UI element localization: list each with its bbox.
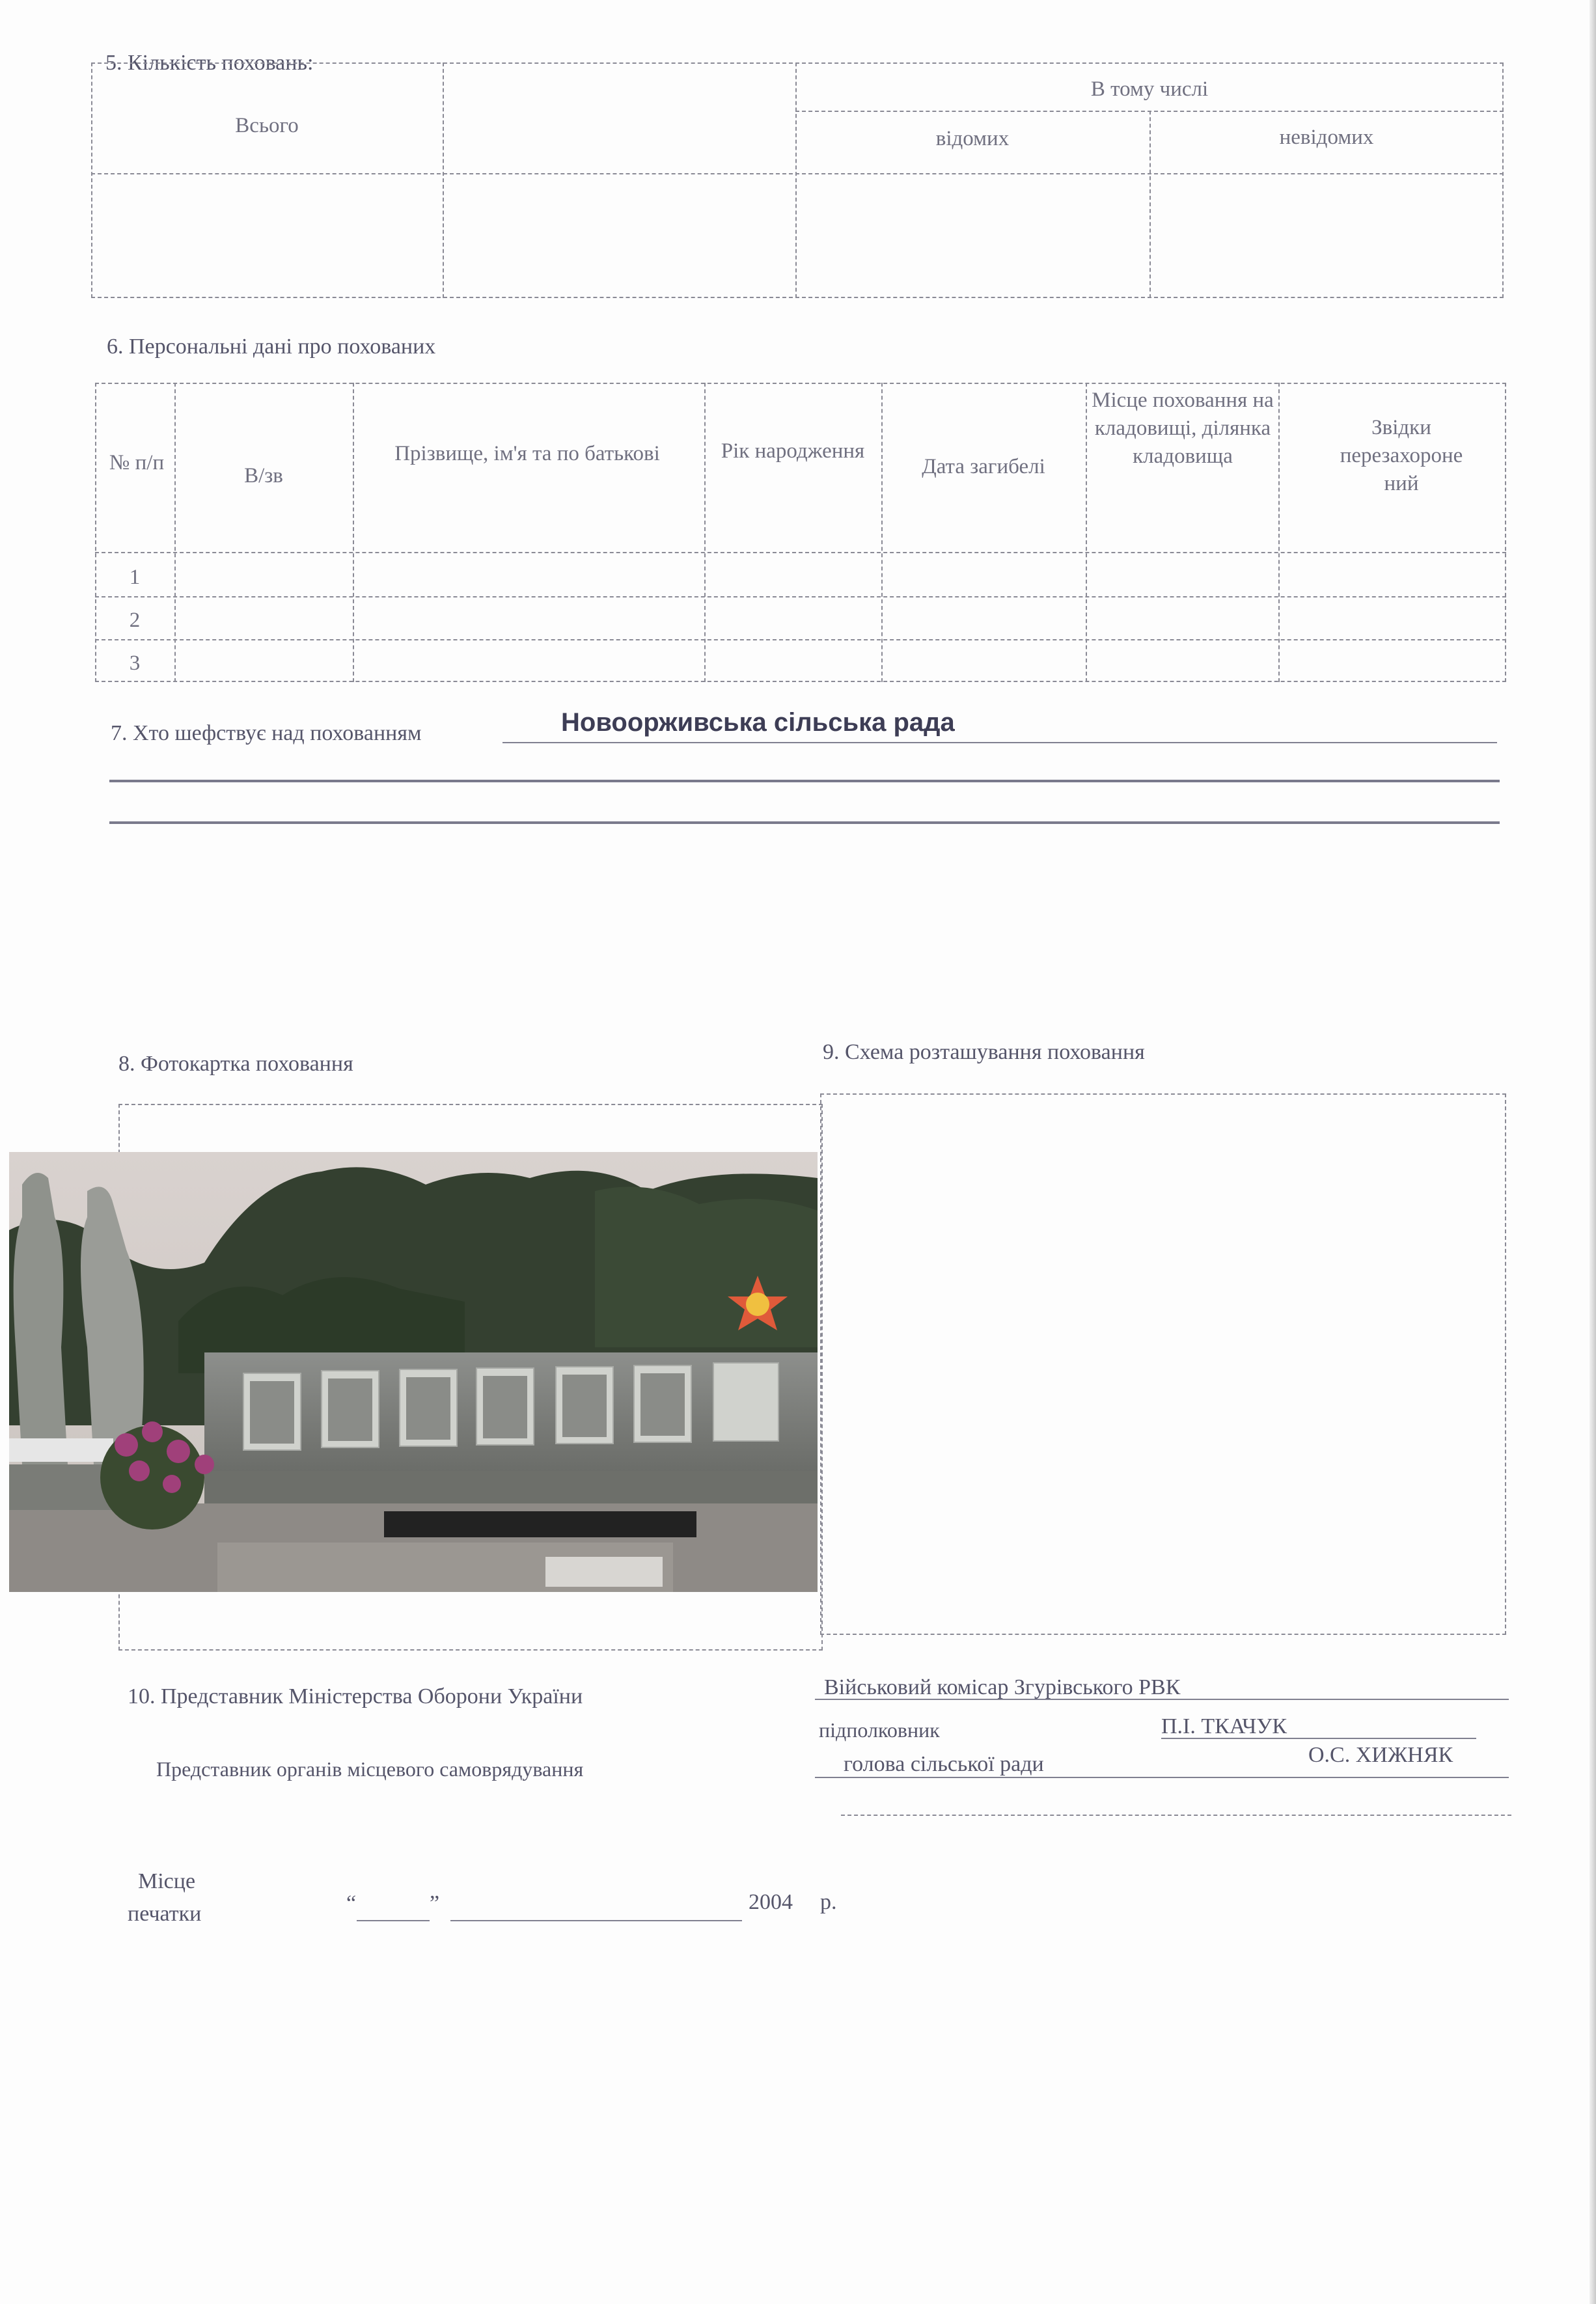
section7-value: Новоорживська сільська рада [561,708,955,737]
section8-title: 8. Фотокартка поховання [118,1052,353,1076]
header-reburied-from: Звідки перезахороне ний [1340,416,1463,495]
section5-table-line [91,173,1504,174]
section9-title: 9. Схема розташування поховання [823,1040,1145,1064]
section5-title: 5. Кількість поховань: [105,51,314,75]
section6-table-line [95,596,1506,597]
stamp-place-label: Місце [138,1869,196,1893]
date-year-suffix: р. [820,1890,837,1914]
memorial-photo-image [9,1152,818,1592]
section6-table-line [704,383,706,682]
section6-title: 6. Персональні дані про похованих [107,335,436,359]
col-unknown-header: невідомих [1279,126,1374,149]
commissar-name-line [1161,1738,1476,1739]
header-burial-place: Місце поховання на кладовищі, ділянка кладовища [1092,389,1274,468]
section7-label: 7. Хто шефствує над похованням [111,721,422,745]
date-year: 2004 [749,1890,793,1914]
month-line [450,1920,742,1921]
stamp-place-label-2: печатки [128,1902,202,1926]
commissar-name: П.І. ТКАЧУК [1161,1714,1287,1738]
commissar-line [815,1699,1509,1700]
section6-table-line [174,383,176,682]
col-total-header: Всього [235,114,299,137]
section10-title: 10. Представник Міністерства Оборони України [128,1684,583,1708]
row-number: 2 [129,609,141,632]
memorial-photo [9,1152,818,1592]
council-head-line [815,1777,1509,1778]
section7-line [109,821,1500,824]
section6-table-line [1086,383,1087,682]
section6-table-line [881,383,883,682]
header-full-name: Прізвище, ім'я та по батькові [394,442,660,465]
date-quote-close: ” [430,1891,440,1915]
section6-table-border [95,383,1506,682]
local-representative-label: Представник органів місцевого самоврядування [156,1757,584,1781]
row-number: 3 [129,651,141,675]
header-birth-year: Рік народження [721,439,865,463]
header-number: № п/п [109,451,165,474]
col-including-header: В тому числі [1090,77,1209,101]
date-quote-open: “ [346,1891,357,1915]
section6-table-line [95,639,1506,640]
scheme-frame [820,1093,1506,1635]
col-known-header: відомих [935,127,1010,150]
extra-signature-line [841,1815,1511,1816]
section5-table-line [443,62,444,298]
military-commissar: Військовий комісар Згурівського РВК [824,1675,1181,1699]
commissar-rank: підполковник [819,1718,940,1742]
row-number: 1 [129,566,141,589]
section7-underline [502,742,1497,743]
section7-line [109,780,1500,782]
header-rank: В/зв [244,464,283,487]
page-edge [1589,0,1596,2304]
header-death-date: Дата загибелі [922,455,1045,478]
council-head-title: голова сільської ради [844,1752,1044,1776]
section6-table-line [1278,383,1280,682]
section6-table-line [353,383,354,682]
council-head-name: О.С. ХИЖНЯК [1308,1743,1453,1767]
section6-table-line [95,552,1506,553]
day-line [357,1920,430,1921]
